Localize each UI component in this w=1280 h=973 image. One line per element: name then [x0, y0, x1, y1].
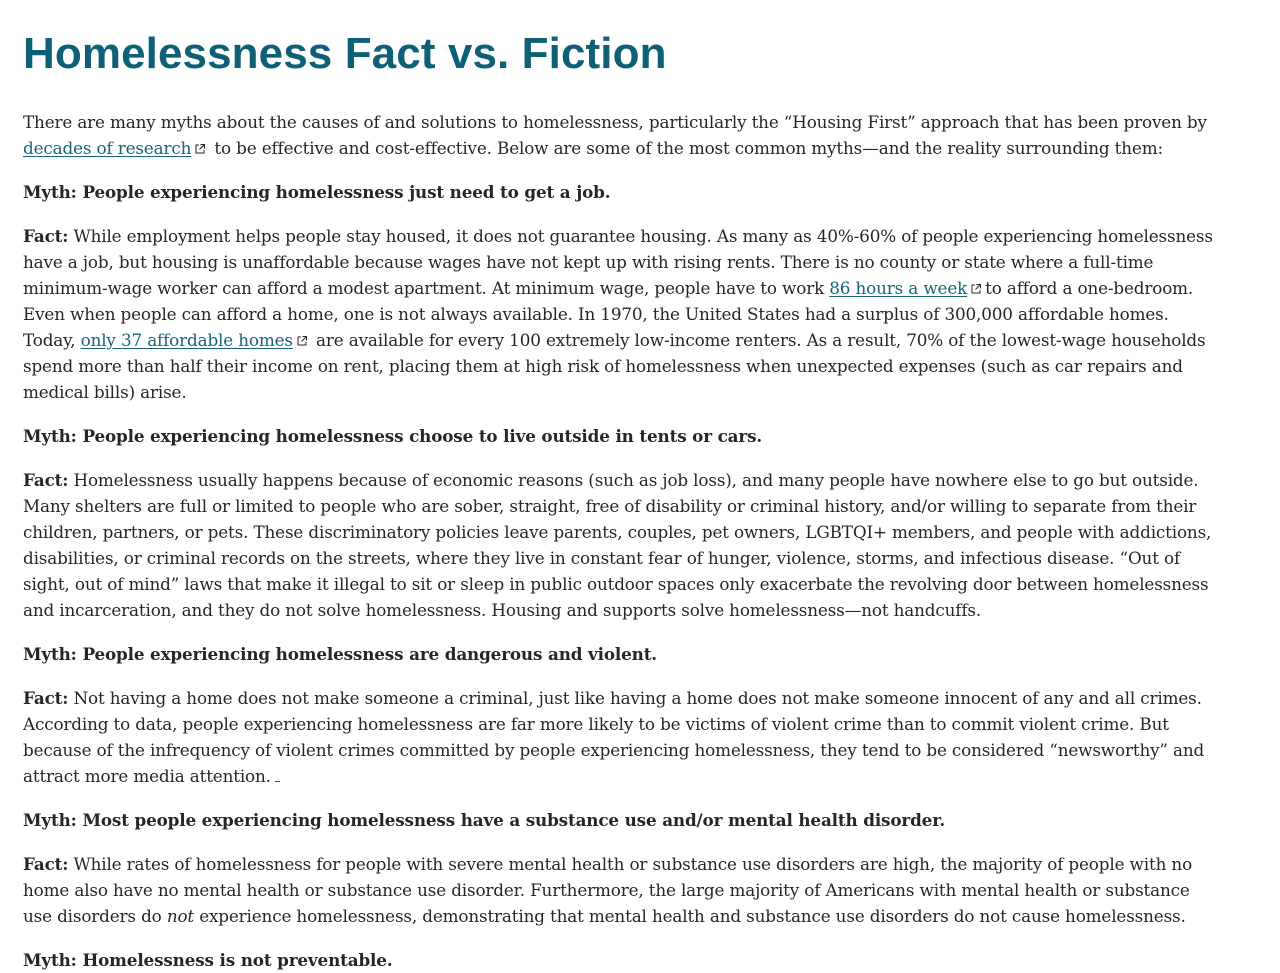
fact-text-2: experience homelessness, demonstrating that mental health and substance use disorders do not cause homelessness. [194, 906, 1186, 926]
myth-label: Myth: [23, 182, 77, 202]
external-link-icon [195, 144, 205, 154]
myth-text: People experiencing homelessness choose to live outside in tents or cars. [82, 426, 763, 446]
fact-paragraph [23, 685, 1220, 789]
fact-text-1: While employment helps people stay housed, it does not guarantee housing. As many as 40%-60% of people experiencing homelessness have a job, but housing is unaffordable because wages have not kept up with rising rents. There is no county or state where a full-time minimum-wage worker can afford a modest apartment. At minimum wage, people have to work [23, 226, 1213, 298]
myth-heading [23, 641, 1220, 667]
myth-heading [23, 179, 1220, 205]
decades-of-research-link[interactable]: decades of research [23, 138, 192, 158]
fact-label: Fact: [23, 470, 69, 490]
myth-heading [23, 423, 1220, 449]
intro-text-1: There are many myths about the causes of and solutions to homelessness, particularly the “Housing First” approach that has been proven by [23, 112, 1207, 132]
fact-emphasis: not [166, 906, 195, 926]
fact-label: Fact: [23, 226, 69, 246]
fact-text: Not having a home does not make someone a criminal, just like having a home does not make someone innocent of any and all crimes. According to data, people experiencing homelessness are far more likely to be victims of violent crime than to commit violent crime. But because of the infrequency of violent crimes committed by people experiencing homelessness, they tend to be considered “newsworthy” and attract more media attention. [23, 688, 1205, 786]
page-title: Homelessness Fact vs. Fiction [23, 29, 667, 78]
myth-label: Myth: [23, 810, 77, 830]
myth-label: Myth: [23, 950, 77, 970]
footnote-link[interactable] [275, 780, 280, 782]
86-hours-link[interactable]: 86 hours a week [829, 278, 968, 298]
fact-text: Homelessness usually happens because of economic reasons (such as job loss), and many people have nowhere else to go but outside. Many shelters are full or limited to people who are sober, straight, free of disability or criminal history, and/or willing to separate from their children, partners, or pets. These discriminatory policies leave parents, couples, pet owners, LGBTQI+ members, and people with addictions, disabilities, or criminal records on the streets, where they live in constant fear of hunger, violence, storms, and infectious disease. “Out of sight, out of mind” laws that make it illegal to sit or sleep in public outdoor spaces only exacerbate the revolving door between homelessness and incarceration, and they do not solve homelessness. Housing and supports solve homelessness—not handcuffs. [23, 470, 1212, 620]
external-link-icon [971, 284, 981, 294]
fact-label: Fact: [23, 854, 69, 874]
myth-text: People experiencing homelessness are dangerous and violent. [82, 644, 657, 664]
myth-label: Myth: [23, 644, 77, 664]
intro-text-2: to be effective and cost-effective. Below are some of the most common myths—and the reality surrounding them: [209, 138, 1163, 158]
affordable-homes-link[interactable]: only 37 affordable homes [80, 330, 293, 350]
myth-label: Myth: [23, 426, 77, 446]
external-link-icon [297, 336, 307, 346]
intro-paragraph [23, 109, 1220, 161]
myth-heading [23, 947, 1220, 973]
fact-paragraph [23, 851, 1220, 929]
myth-text: Most people experiencing homelessness have a substance use and/or mental health disorder. [82, 810, 946, 830]
fact-text-1: While rates of homelessness for people with severe mental health or substance use disorders are high, the majority of people with no home also have no mental health or substance use disorder. Furthermore, the large majority of Americans with mental health or substance use disorders do [23, 854, 1193, 926]
myth-text: Homelessness is not preventable. [82, 950, 393, 970]
fact-text-2: to afford a one-bedroom. Even when people can afford a home, one is not always available. In 1970, the United States had a surplus of 300,000 affordable homes. Today, [23, 278, 1194, 350]
fact-paragraph [23, 223, 1220, 405]
myth-text: People experiencing homelessness just need to get a job. [82, 182, 611, 202]
fact-text-3: are available for every 100 extremely low-income renters. As a result, 70% of the lowest-wage households spend more than half their income on rent, placing them at high risk of homelessness when unexpected expenses (such as car repairs and medical bills) arise. [23, 330, 1206, 402]
myth-heading [23, 807, 1220, 833]
fact-paragraph [23, 467, 1220, 623]
fact-label: Fact: [23, 688, 69, 708]
